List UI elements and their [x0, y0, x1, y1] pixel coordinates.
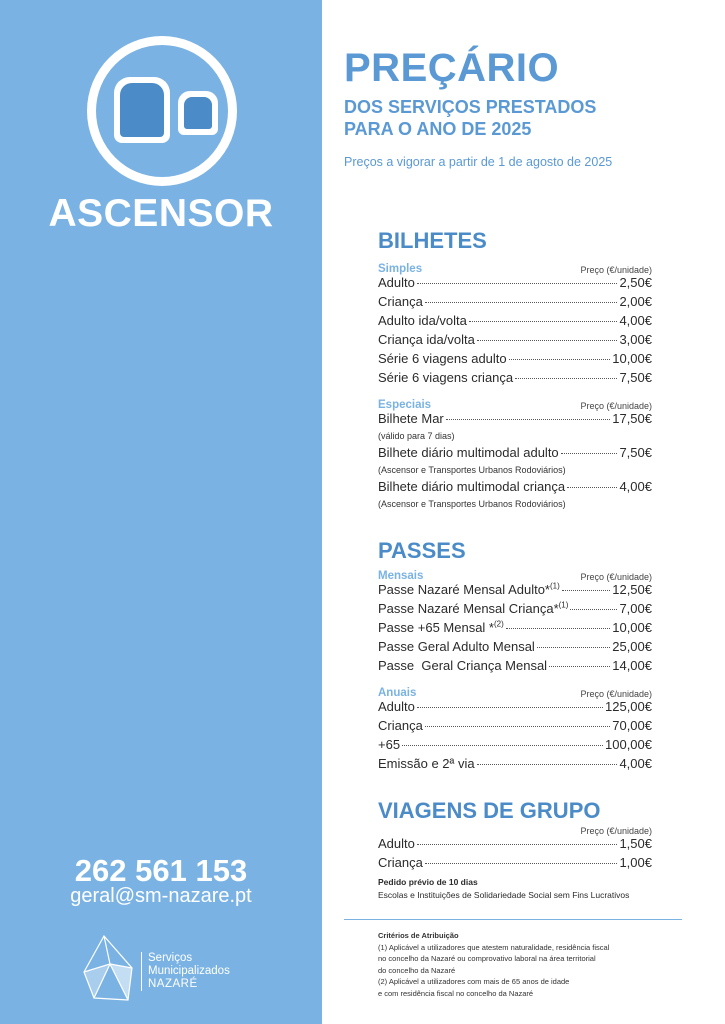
criteria-line: e com residência fiscal no concelho da Nazaré [378, 988, 534, 998]
item-price: 7,50€ [619, 370, 652, 385]
criteria-line: no concelho da Nazaré ou comprovativo laboral na área territorial [378, 954, 596, 964]
section-title-grupo: VIAGENS DE GRUPO [378, 798, 601, 823]
price-row [378, 639, 652, 658]
criteria-block [378, 930, 609, 1000]
item-name: Passe +65 Mensal *$^{(2)}$ [378, 619, 504, 635]
org-name [141, 952, 230, 991]
item-note: (válido para 7 dias) [378, 431, 455, 441]
subsection-header [378, 397, 652, 411]
item-note: (Ascensor e Transportes Urbanos Rodoviários) [378, 465, 566, 475]
item-price: 125,00€ [605, 699, 652, 714]
page-subtitle [344, 96, 596, 140]
org-line-1: Serviços [148, 952, 193, 964]
item-name: Passe Geral Criança Mensal [378, 658, 548, 673]
brand-title: ASCENSOR [48, 192, 274, 235]
item-price: 4,00€ [619, 479, 652, 494]
item-name: Passe Nazaré Mensal Criança*$^{(1)}$ [378, 600, 569, 616]
page-title: PREÇÁRIO [344, 46, 560, 90]
item-name: Adulto ida/volta [378, 313, 467, 328]
subsection-label: Especiais [378, 399, 432, 411]
item-price: 14,00€ [612, 658, 652, 673]
unit-label: Preço (€/unidade) [580, 572, 652, 582]
item-price: 25,00€ [612, 639, 652, 654]
ascensor-logo-icon [87, 36, 237, 186]
funicular-window-large-icon [114, 77, 170, 143]
org-line-3: NAZARÉ [148, 978, 198, 990]
item-name: Bilhete diário multimodal adulto [378, 445, 559, 460]
price-row [378, 737, 652, 756]
price-row [378, 275, 652, 294]
item-price: 17,50€ [612, 411, 652, 426]
item-price: 3,00€ [619, 332, 652, 347]
price-row [378, 699, 652, 718]
left-panel [0, 0, 322, 1024]
subsection-label: Anuais [378, 687, 417, 699]
email-address: geral@sm-nazare.pt [70, 885, 252, 907]
price-row [378, 620, 652, 639]
item-name: Adulto [378, 275, 415, 290]
subsection-header [378, 822, 652, 836]
criteria-line: (2) Aplicável a utilizadores com mais de 65 anos de idade [378, 977, 570, 987]
item-price: 2,50€ [619, 275, 652, 290]
price-row [378, 351, 652, 370]
price-row [378, 370, 652, 389]
item-price: 100,00€ [605, 737, 652, 752]
passes-block [378, 568, 652, 775]
subsection-header [378, 685, 652, 699]
item-name: Emissão e 2ª via [378, 756, 475, 771]
item-price: 10,00€ [612, 620, 652, 635]
phone-number: 262 561 153 [74, 853, 248, 888]
grupo-block [378, 822, 652, 874]
item-name: Criança [378, 855, 423, 870]
org-line-2: Municipalizados [148, 965, 230, 977]
item-price: 7,00€ [619, 601, 652, 616]
subtitle-line-2: PARA O ANO DE 2025 [344, 119, 532, 139]
price-row [378, 313, 652, 332]
item-price: 4,00€ [619, 313, 652, 328]
unit-label: Preço (€/unidade) [580, 265, 652, 275]
section-title-passes: PASSES [378, 538, 466, 563]
item-price: 1,00€ [619, 855, 652, 870]
subsection-header [378, 261, 652, 275]
item-price: 2,00€ [619, 294, 652, 309]
item-name: Criança [378, 718, 423, 733]
price-row [378, 836, 652, 855]
section-title-bilhetes: BILHETES [378, 228, 487, 253]
item-note: (Ascensor e Transportes Urbanos Rodoviários) [378, 499, 566, 509]
price-row [378, 855, 652, 874]
item-name: Passe Geral Adulto Mensal [378, 639, 535, 654]
item-price: 12,50€ [612, 582, 652, 597]
item-name: Bilhete Mar [378, 411, 444, 426]
servicos-municipalizados-logo-icon [80, 934, 134, 1002]
unit-label: Preço (€/unidade) [580, 826, 652, 836]
criteria-title: Critérios de Atribuição [378, 931, 459, 940]
unit-label: Preço (€/unidade) [580, 689, 652, 699]
price-row [378, 479, 652, 498]
item-price: 4,00€ [619, 756, 652, 771]
item-name: Série 6 viagens criança [378, 370, 514, 385]
validity-note: Preços a vigorar a partir de 1 de agosto de 2025 [344, 155, 613, 169]
price-row [378, 658, 652, 677]
funicular-window-small-icon [178, 91, 218, 135]
item-name: Criança ida/volta [378, 332, 475, 347]
subsection-label: Mensais [378, 570, 424, 582]
price-row [378, 756, 652, 775]
price-row [378, 411, 652, 430]
unit-label: Preço (€/unidade) [580, 401, 652, 411]
subsection-header [378, 568, 652, 582]
subtitle-line-1: DOS SERVIÇOS PRESTADOS [344, 97, 597, 117]
group-note-bold: Pedido prévio de 10 dias [378, 877, 478, 887]
subsection-label: Simples [378, 263, 423, 275]
group-note [378, 876, 629, 902]
item-name: Bilhete diário multimodal criança [378, 479, 566, 494]
item-name: Série 6 viagens adulto [378, 351, 507, 366]
bilhetes-block [378, 261, 652, 513]
item-price: 7,50€ [619, 445, 652, 460]
price-row [378, 445, 652, 464]
item-name: Passe Nazaré Mensal Adulto*$^{(1)}$ [378, 581, 560, 597]
item-name: Criança [378, 294, 423, 309]
group-note-text: Escolas e Instituições de Solidariedade Social sem Fins Lucrativos [378, 890, 630, 900]
price-row [378, 718, 652, 737]
item-price: 10,00€ [612, 351, 652, 366]
criteria-line: do concelho da Nazaré [378, 965, 456, 975]
item-name: +65 [378, 737, 401, 752]
criteria-line: (1) Aplicável a utilizadores que atestem naturalidade, residência fiscal [378, 942, 610, 952]
price-row [378, 601, 652, 620]
item-name: Adulto [378, 699, 415, 714]
divider [344, 919, 682, 920]
price-row [378, 294, 652, 313]
item-name: Adulto [378, 836, 415, 851]
item-price: 70,00€ [612, 718, 652, 733]
price-row [378, 332, 652, 351]
price-row [378, 582, 652, 601]
item-price: 1,50€ [619, 836, 652, 851]
